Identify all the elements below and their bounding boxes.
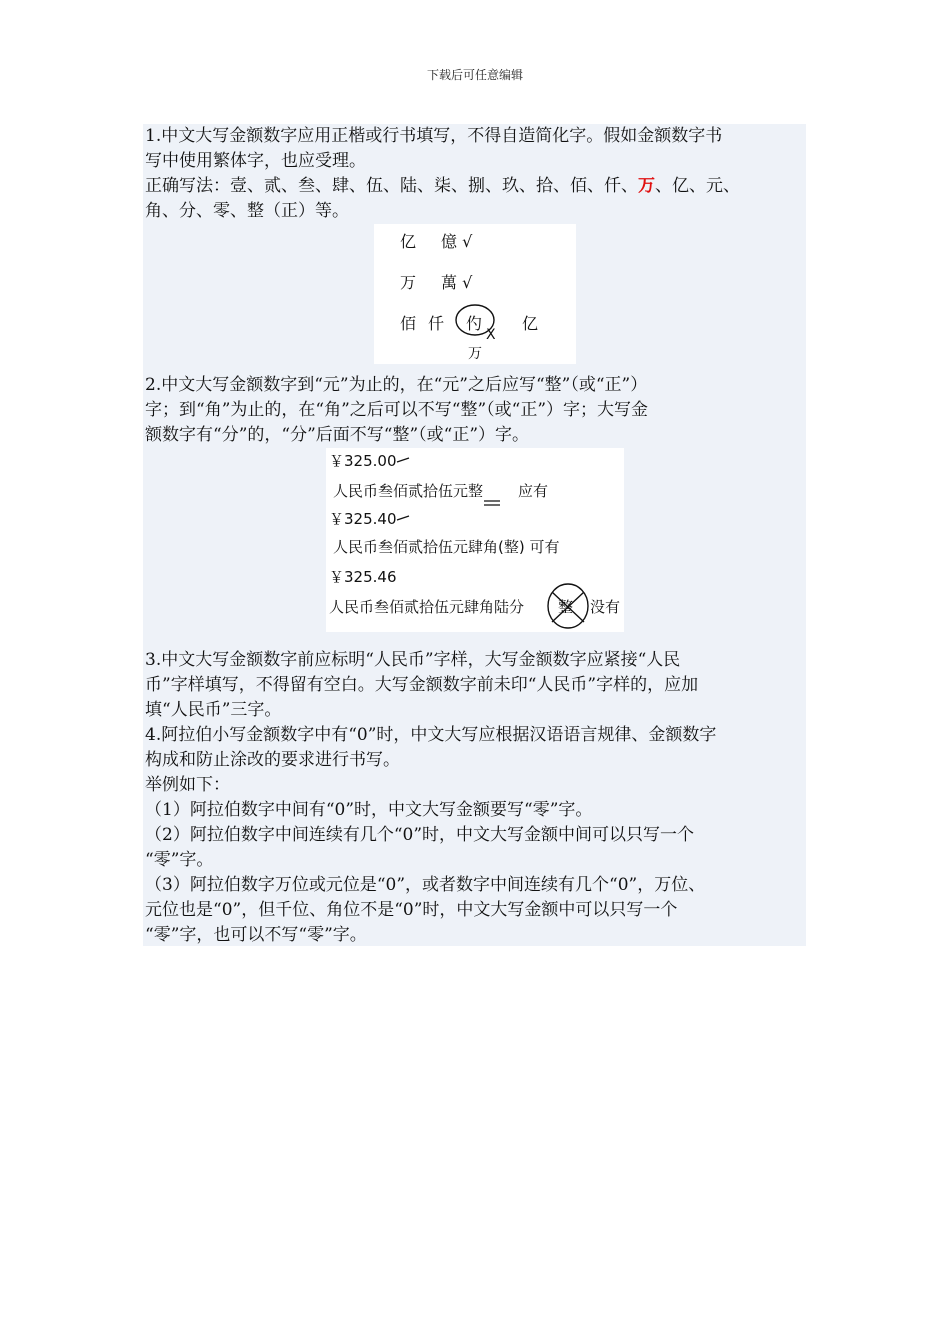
words-example-2: 人民币叁佰贰拾伍元肆角(整) 可有 bbox=[333, 538, 560, 556]
check-stroke-icon bbox=[396, 514, 410, 522]
section3-line3: 填“人民币”三字。 bbox=[145, 700, 282, 720]
section2-line2: 字；到“角”为止的，在“角”之后可以不写“整”（或“正”）字；大写金 bbox=[145, 400, 649, 420]
note-required: 应有 bbox=[518, 482, 549, 500]
section4-example-3-cont: 元位也是“0”，但千位、角位不是“0”时，中文大写金额中可以只写一个 bbox=[145, 900, 678, 920]
fig1-wan: 万 bbox=[400, 273, 417, 292]
correct-forms-text: 正确写法：壹、贰、叁、肆、伍、陆、柒、捌、玖、拾、佰、仟、 bbox=[145, 176, 638, 196]
fig1-wan-traditional: 萬 √ bbox=[441, 273, 473, 292]
section4-example-2: （2）阿拉伯数字中间连续有几个“0”时，中文大写金额中间可以只写一个 bbox=[145, 825, 695, 845]
fig1-bai: 佰 bbox=[400, 314, 417, 333]
section4-example-3-end: “零”字，也可以不写“零”字。 bbox=[145, 925, 367, 945]
fig1-yi-2: 亿 bbox=[522, 314, 539, 333]
section4-line3: 举例如下： bbox=[145, 775, 230, 795]
section4-line1: 4.阿拉伯小写金额数字中有“0”时，中文大写应根据汉语语言规律、金额数字 bbox=[145, 725, 717, 745]
fig1-yi: 亿 bbox=[400, 232, 417, 251]
section4-example-3: （3）阿拉伯数字万位或元位是“0”，或者数字中间连续有几个“0”，万位、 bbox=[145, 875, 706, 895]
page-header: 下载后可任意编辑 bbox=[426, 68, 523, 82]
amount-example-2: ￥325.40 bbox=[329, 510, 397, 528]
section3-line1: 3.中文大写金额数字前应标明“人民币”字样，大写金额数字应紧接“人民 bbox=[145, 650, 681, 670]
section2-line1: 2.中文大写金额数字到“元”为止的，在“元”之后应写“整”（或“正”） bbox=[145, 375, 648, 395]
section2-line3: 额数字有“分”的，“分”后面不写“整”（或“正”）字。 bbox=[145, 425, 530, 445]
words-example-1: 人民币叁佰贰拾伍元整 bbox=[333, 482, 484, 500]
check-stroke-icon bbox=[396, 456, 410, 464]
fig1-invalid-character: 仢 bbox=[466, 314, 483, 333]
cross-mark-icon: X bbox=[486, 327, 496, 343]
section1-line4: 角、分、零、整（正）等。 bbox=[145, 201, 349, 221]
figure-character-forms bbox=[374, 224, 576, 364]
section3-line2: 币”字样填写，不得留有空白。大写金额数字前未印“人民币”字样的，应加 bbox=[145, 675, 699, 695]
words-example-3: 人民币叁佰贰拾伍元肆角陆分 bbox=[329, 598, 525, 616]
section1-line2: 写中使用繁体字，也应受理。 bbox=[145, 151, 366, 171]
words-example-3-zheng: 整 bbox=[558, 598, 574, 616]
correct-forms-text-end: 、亿、元、 bbox=[655, 176, 740, 196]
section1-line3 bbox=[145, 174, 810, 199]
fig1-yi-traditional: 億 √ bbox=[441, 232, 473, 251]
note-not-allowed: 没有 bbox=[590, 598, 621, 616]
section4-line2: 构成和防止涂改的要求进行书写。 bbox=[145, 750, 400, 770]
section4-example-1: （1）阿拉伯数字中间有“0”时，中文大写金额要写“零”字。 bbox=[145, 800, 593, 820]
fig1-wan-label: 万 bbox=[468, 346, 482, 362]
highlighted-wan: 万 bbox=[638, 176, 655, 196]
amount-example-3: ￥325.46 bbox=[329, 568, 397, 586]
amount-example-1: ￥325.00 bbox=[329, 452, 397, 470]
fig1-qian: 仟 bbox=[428, 314, 445, 333]
section1-line1: 1.中文大写金额数字应用正楷或行书填写，不得自造简化字。假如金额数字书 bbox=[145, 126, 723, 146]
document-body bbox=[143, 124, 806, 946]
double-underline-icon bbox=[482, 498, 502, 508]
figure-amount-examples bbox=[326, 448, 624, 632]
section4-example-2-cont: “零”字。 bbox=[145, 850, 214, 870]
